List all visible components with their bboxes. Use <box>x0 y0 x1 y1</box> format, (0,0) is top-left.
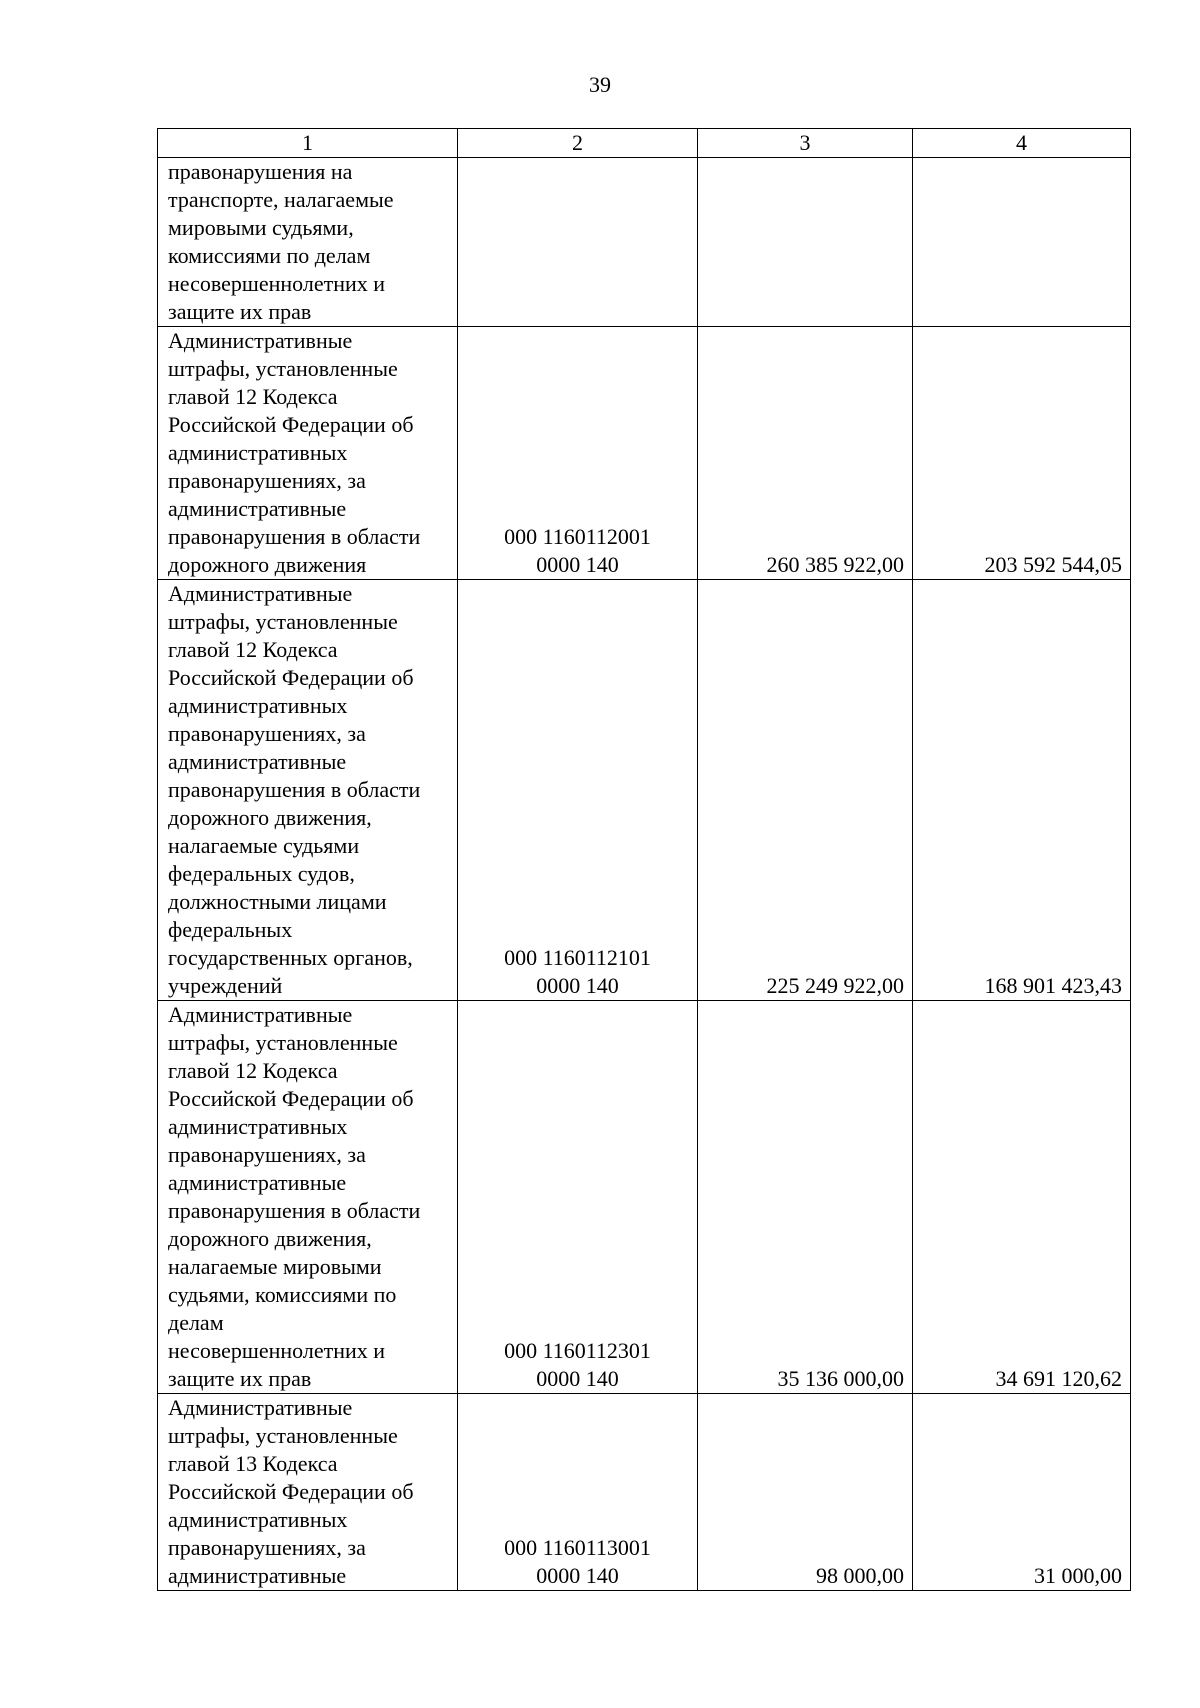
column-header: 3 <box>698 129 913 158</box>
row-actual-amount: 203 592 544,05 <box>913 327 1131 580</box>
row-description: Административные штрафы, установленные главой 13 Кодекса Российской Федерации об административных правонарушениях, за административные <box>158 1394 458 1591</box>
row-description: Административные штрафы, установленные главой 12 Кодекса Российской Федерации об административных правонарушениях, за административные правонарушения в области дорожного движения, налагаемые мировыми судьями, комиссиями по делам несовершеннолетних и защите их прав <box>158 1001 458 1394</box>
table-row <box>158 327 1131 580</box>
table-row <box>158 1394 1131 1591</box>
table-row <box>158 158 1131 327</box>
table-row <box>158 580 1131 1001</box>
row-code: 000 1160112001 0000 140 <box>458 327 698 580</box>
row-description: Административные штрафы, установленные главой 12 Кодекса Российской Федерации об административных правонарушениях, за административные правонарушения в области дорожного движения <box>158 327 458 580</box>
row-actual-amount: 168 901 423,43 <box>913 580 1131 1001</box>
column-header: 4 <box>913 129 1131 158</box>
row-plan-amount: 98 000,00 <box>698 1394 913 1591</box>
page-number: 39 <box>589 72 611 97</box>
row-plan-amount: 260 385 922,00 <box>698 327 913 580</box>
row-code: 000 1160112301 0000 140 <box>458 1001 698 1394</box>
row-code: 000 1160113001 0000 140 <box>458 1394 698 1591</box>
budget-table <box>157 128 1131 1591</box>
row-actual-amount: 34 691 120,62 <box>913 1001 1131 1394</box>
column-header: 1 <box>158 129 458 158</box>
row-plan-amount <box>698 158 913 327</box>
row-actual-amount <box>913 158 1131 327</box>
row-plan-amount: 35 136 000,00 <box>698 1001 913 1394</box>
table-header-row <box>158 129 1131 158</box>
row-actual-amount: 31 000,00 <box>913 1394 1131 1591</box>
row-code <box>458 158 698 327</box>
row-plan-amount: 225 249 922,00 <box>698 580 913 1001</box>
column-header: 2 <box>458 129 698 158</box>
row-code: 000 1160112101 0000 140 <box>458 580 698 1001</box>
row-description: правонарушения на транспорте, налагаемые мировыми судьями, комиссиями по делам несовершеннолетних и защите их прав <box>158 158 458 327</box>
table-row <box>158 1001 1131 1394</box>
row-description: Административные штрафы, установленные главой 12 Кодекса Российской Федерации об административных правонарушениях, за административные правонарушения в области дорожного движения, налагаемые судьями федеральных судов, должностными лицами федеральных государственных органов, учреждений <box>158 580 458 1001</box>
